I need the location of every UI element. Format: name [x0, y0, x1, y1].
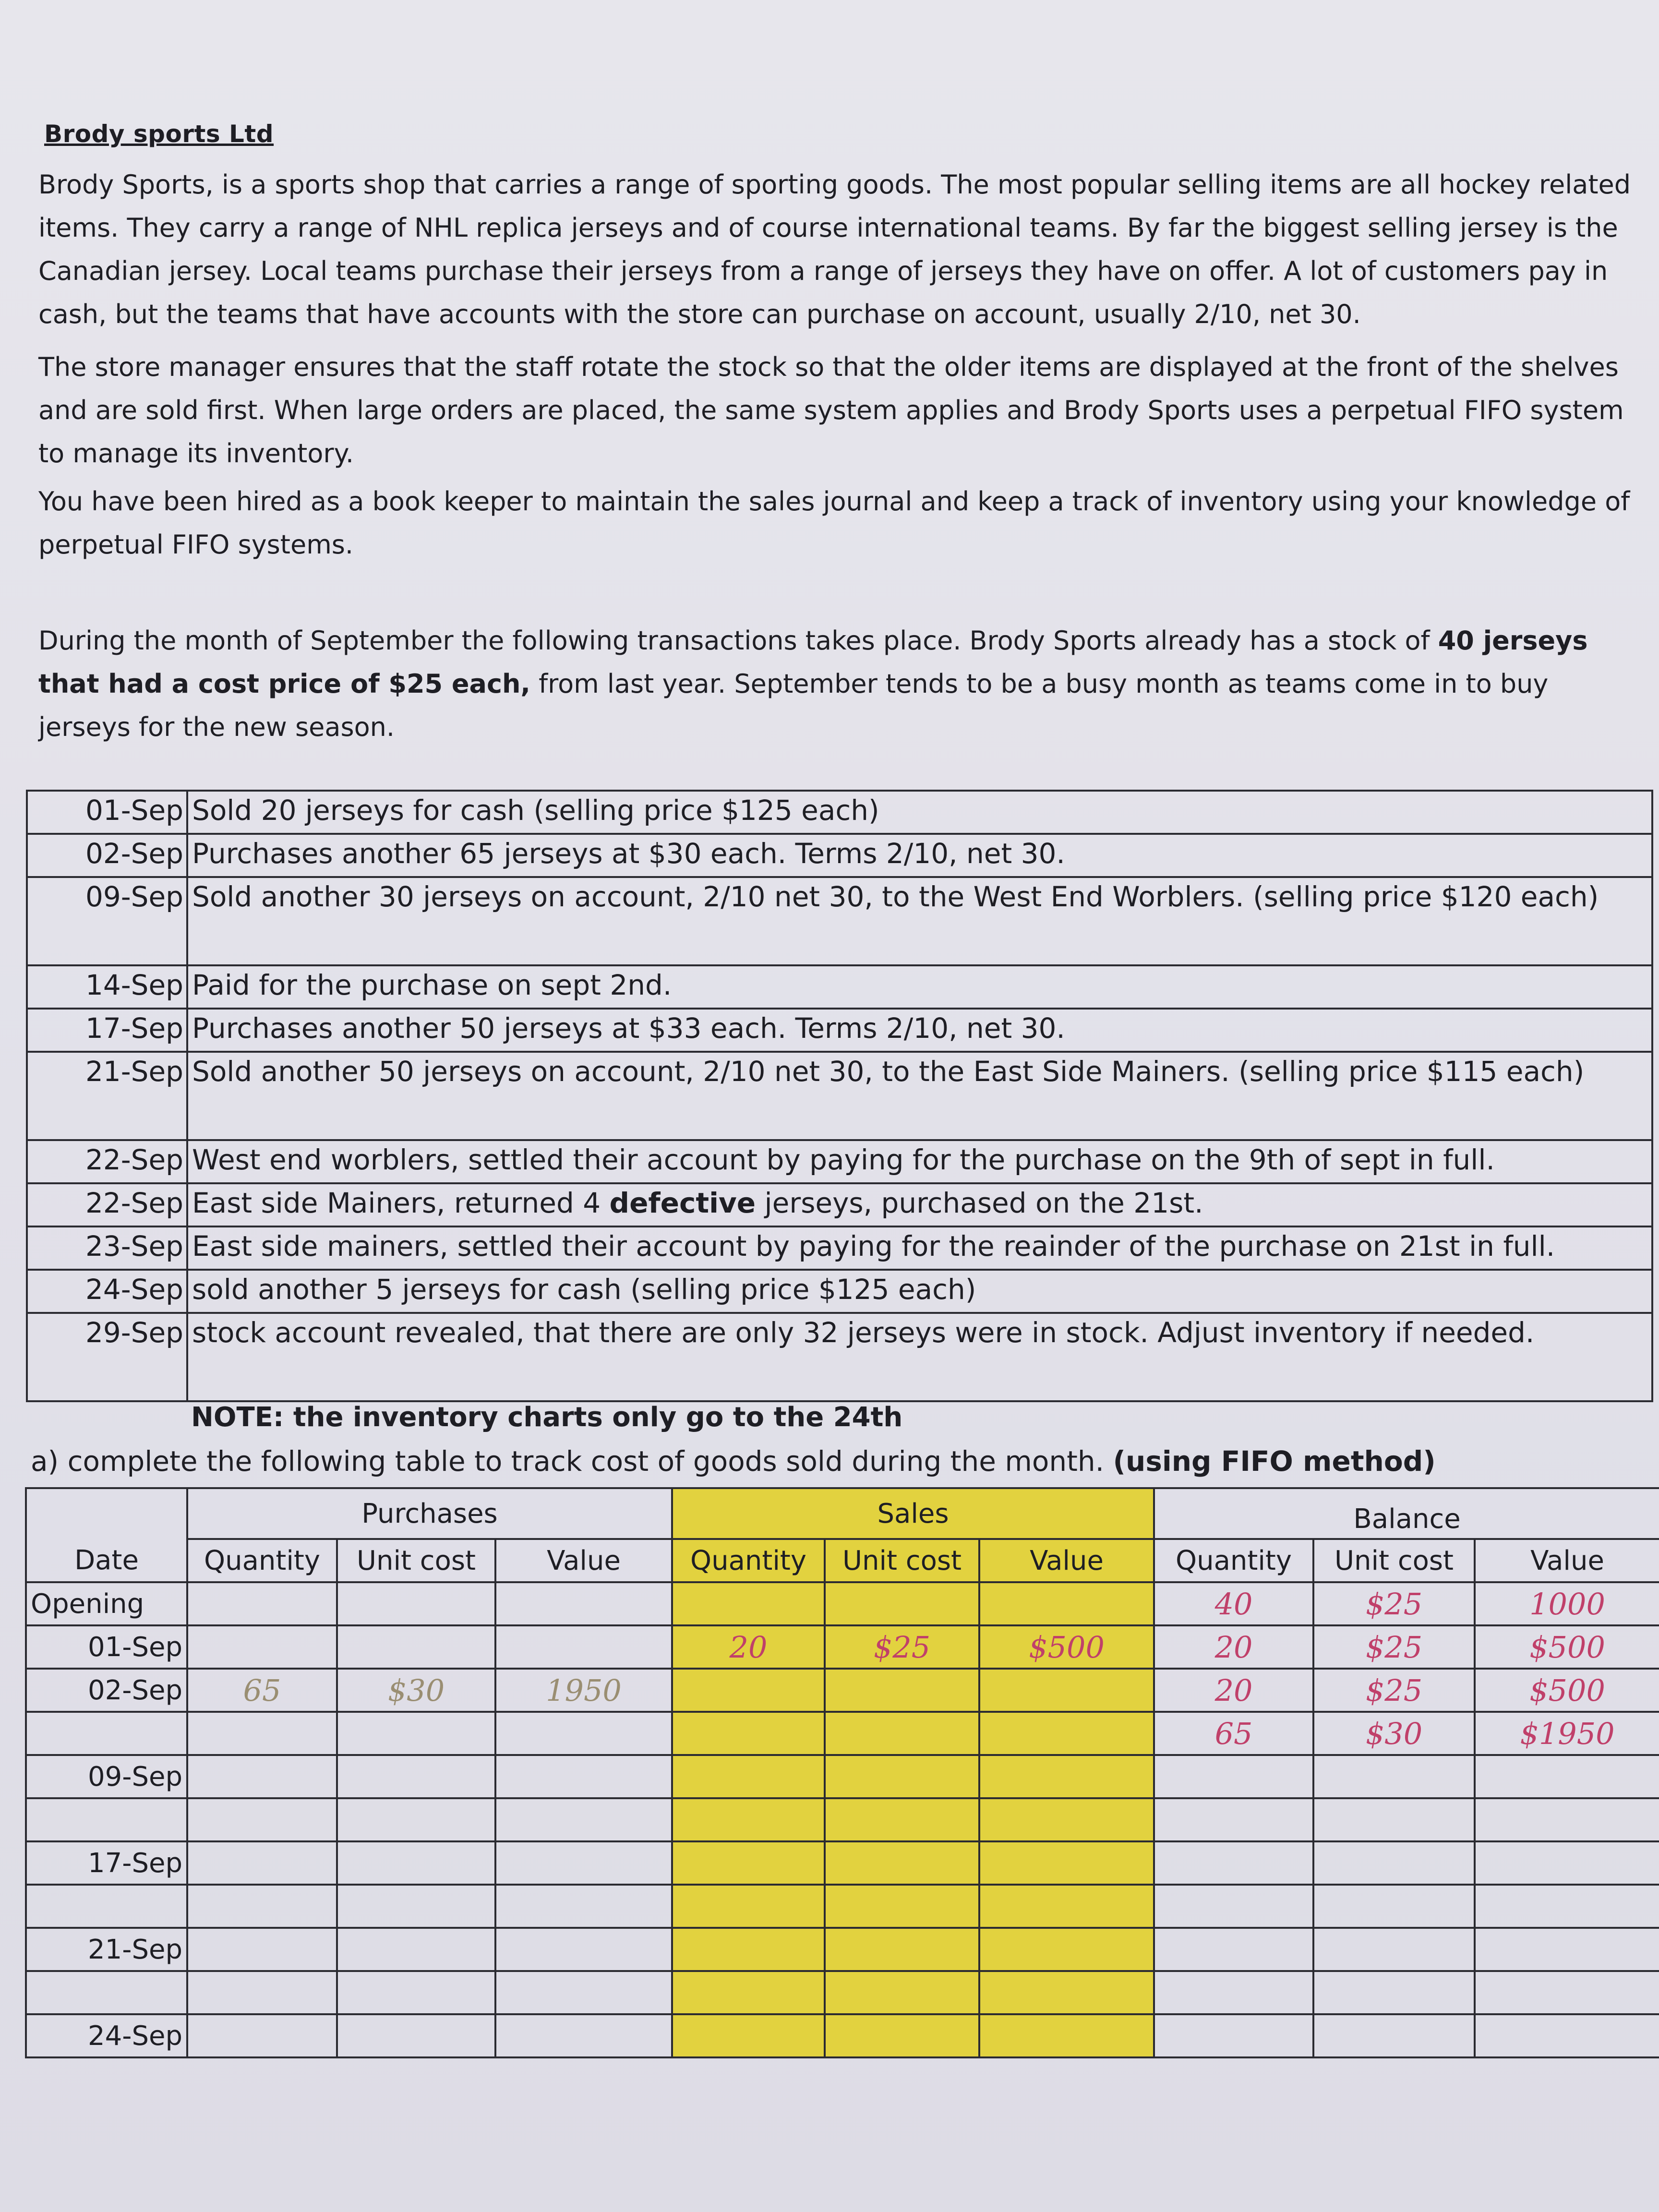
inventory-row	[26, 1798, 1659, 1841]
row-date: 24-Sep	[26, 2014, 187, 2057]
row-date	[26, 1712, 187, 1755]
purchases-quantity-cell[interactable]	[187, 1798, 337, 1841]
purchases-quantity-cell[interactable]	[187, 1841, 337, 1885]
sales-quantity-cell[interactable]	[672, 1582, 825, 1625]
balance-quantity-cell[interactable]: 40	[1154, 1582, 1313, 1625]
sales-quantity-cell[interactable]	[672, 1755, 825, 1798]
inventory-row	[26, 1625, 1659, 1669]
balance-unit-cost-cell[interactable]: $25	[1313, 1625, 1475, 1669]
balance-value-cell[interactable]	[1475, 1755, 1659, 1798]
transaction-date: 24-Sep	[27, 1270, 187, 1313]
sales-unit-cost-cell[interactable]	[825, 2014, 979, 2057]
balance-unit-cost-cell[interactable]	[1313, 2014, 1475, 2057]
transaction-row	[27, 791, 1652, 834]
transaction-row	[27, 1183, 1652, 1226]
purchases-value-cell[interactable]	[495, 2014, 672, 2057]
balance-unit-cost-header: Unit cost	[1313, 1539, 1475, 1582]
inventory-row	[26, 2014, 1659, 2057]
transaction-date: 23-Sep	[27, 1226, 187, 1270]
sales-value-cell[interactable]	[979, 1885, 1154, 1928]
balance-value-cell[interactable]: 1000	[1475, 1582, 1659, 1625]
balance-unit-cost-cell[interactable]	[1313, 1798, 1475, 1841]
balance-quantity-cell[interactable]	[1154, 1928, 1313, 1971]
purchases-quantity-cell[interactable]	[187, 1755, 337, 1798]
inventory-row	[26, 1971, 1659, 2014]
inventory-row	[26, 1712, 1659, 1755]
balance-value-cell[interactable]	[1475, 2014, 1659, 2057]
balance-unit-cost-cell[interactable]	[1313, 1928, 1475, 1971]
purchases-unit-cost-cell[interactable]	[337, 1841, 495, 1885]
intro-paragraph: Brody Sports, is a sports shop that carries a range of sporting goods. The most popular selling items are all hockey related items. They carry a range of NHL replica jerseys and of course international teams. By far the biggest selling jersey is the Canadian jersey. Local teams purchase their jerseys from a range of jerseys they have on offer. A lot of customers pay in cash, but the teams that have accounts with the store can purchase on account, usually 2/10, net 30.	[38, 169, 1631, 329]
transaction-text: sold another 5 jerseys for cash (selling price $125 each)	[187, 1270, 1652, 1313]
transaction-date: 01-Sep	[27, 791, 187, 834]
sales-unit-cost-cell[interactable]	[825, 1885, 979, 1928]
purchases-quantity-cell[interactable]	[187, 2014, 337, 2057]
column-header-row	[26, 1539, 1659, 1582]
sales-value-cell[interactable]	[979, 1928, 1154, 1971]
balance-value-cell[interactable]: $500	[1475, 1669, 1659, 1712]
purchases-quantity-header: Quantity	[187, 1539, 337, 1582]
date-header: Date	[26, 1539, 187, 1582]
purchases-value-cell[interactable]: 1950	[495, 1669, 672, 1712]
sales-value-cell[interactable]	[979, 1841, 1154, 1885]
sales-value-cell[interactable]	[979, 1798, 1154, 1841]
sales-unit-cost-cell[interactable]	[825, 1798, 979, 1841]
sales-unit-cost-cell[interactable]	[825, 1928, 979, 1971]
sales-value-header: Value	[979, 1539, 1154, 1582]
sales-unit-cost-header: Unit cost	[825, 1539, 979, 1582]
balance-quantity-cell[interactable]	[1154, 1841, 1313, 1885]
fifo-inventory-table	[25, 1487, 1659, 2058]
transaction-text: Sold another 30 jerseys on account, 2/10 net 30, to the West End Worblers. (selling price $120 each)	[187, 877, 1652, 965]
transaction-text: Sold 20 jerseys for cash (selling price $125 each)	[187, 791, 1652, 834]
transaction-row	[27, 1226, 1652, 1270]
transaction-text: Paid for the purchase on sept 2nd.	[187, 965, 1652, 1009]
purchases-value-cell[interactable]	[495, 1841, 672, 1885]
sales-quantity-cell[interactable]	[672, 1971, 825, 2014]
balance-unit-cost-cell[interactable]: $25	[1313, 1669, 1475, 1712]
document-title: Brody sports Ltd	[44, 120, 274, 148]
transaction-row	[27, 1140, 1652, 1183]
purchases-unit-cost-cell[interactable]	[337, 2014, 495, 2057]
sales-value-cell[interactable]	[979, 2014, 1154, 2057]
balance-unit-cost-cell[interactable]	[1313, 1885, 1475, 1928]
purchases-value-cell[interactable]	[495, 1755, 672, 1798]
row-date: 02-Sep	[26, 1669, 187, 1712]
purchases-value-cell[interactable]	[495, 1798, 672, 1841]
balance-quantity-cell[interactable]: 65	[1154, 1712, 1313, 1755]
sales-unit-cost-cell[interactable]	[825, 1755, 979, 1798]
row-date: 09-Sep	[26, 1755, 187, 1798]
transaction-row	[27, 1052, 1652, 1140]
balance-value-cell[interactable]	[1475, 1798, 1659, 1841]
transaction-text: East side Mainers, returned 4 defective jerseys, purchased on the 21st.	[187, 1183, 1652, 1226]
balance-quantity-cell[interactable]: 20	[1154, 1669, 1313, 1712]
purchases-unit-cost-cell[interactable]	[337, 1971, 495, 2014]
row-date: 17-Sep	[26, 1841, 187, 1885]
purchases-quantity-cell[interactable]: 65	[187, 1669, 337, 1712]
row-date	[26, 1971, 187, 2014]
sales-unit-cost-cell[interactable]	[825, 1712, 979, 1755]
purchases-unit-cost-cell[interactable]	[337, 1625, 495, 1669]
balance-value-cell[interactable]: $500	[1475, 1625, 1659, 1669]
sales-quantity-header: Quantity	[672, 1539, 825, 1582]
balance-quantity-cell[interactable]	[1154, 1971, 1313, 2014]
sales-quantity-cell[interactable]: 20	[672, 1625, 825, 1669]
purchases-unit-cost-cell[interactable]	[337, 1755, 495, 1798]
transaction-text: Purchases another 65 jerseys at $30 each. Terms 2/10, net 30.	[187, 834, 1652, 877]
sales-unit-cost-cell[interactable]	[825, 1669, 979, 1712]
row-date: 21-Sep	[26, 1928, 187, 1971]
transaction-row	[27, 965, 1652, 1009]
sales-value-cell[interactable]	[979, 1582, 1154, 1625]
balance-quantity-cell[interactable]	[1154, 2014, 1313, 2057]
balance-unit-cost-cell[interactable]: $30	[1313, 1712, 1475, 1755]
balance-value-cell[interactable]	[1475, 1928, 1659, 1971]
sales-group-header: Sales	[672, 1488, 1154, 1539]
transaction-text: West end worblers, settled their account by paying for the purchase on the 9th of sept in full.	[187, 1140, 1652, 1183]
transaction-row	[27, 1270, 1652, 1313]
transaction-text: East side mainers, settled their account by paying for the reainder of the purchase on 21st in full.	[187, 1226, 1652, 1270]
purchases-value-header: Value	[495, 1539, 672, 1582]
purchases-value-cell[interactable]	[495, 1928, 672, 1971]
sales-unit-cost-cell[interactable]	[825, 1582, 979, 1625]
balance-group-header: Balance	[1154, 1488, 1659, 1539]
transaction-row	[27, 1313, 1652, 1401]
purchases-value-cell[interactable]	[495, 1582, 672, 1625]
balance-value-cell[interactable]	[1475, 1841, 1659, 1885]
balance-value-header: Value	[1475, 1539, 1659, 1582]
purchases-unit-cost-cell[interactable]	[337, 1582, 495, 1625]
balance-quantity-cell[interactable]: 20	[1154, 1625, 1313, 1669]
sales-quantity-cell[interactable]	[672, 1798, 825, 1841]
transaction-date: 17-Sep	[27, 1009, 187, 1052]
transaction-date: 21-Sep	[27, 1052, 187, 1140]
purchases-unit-cost-cell[interactable]: $30	[337, 1669, 495, 1712]
sales-unit-cost-cell[interactable]	[825, 1971, 979, 2014]
inventory-row	[26, 1928, 1659, 1971]
inventory-row	[26, 1885, 1659, 1928]
purchases-group-header: Purchases	[187, 1488, 672, 1539]
purchases-value-cell[interactable]	[495, 1712, 672, 1755]
purchases-value-cell[interactable]	[495, 1625, 672, 1669]
purchases-unit-cost-header: Unit cost	[337, 1539, 495, 1582]
purchases-unit-cost-cell[interactable]	[337, 1798, 495, 1841]
fifo-paragraph: The store manager ensures that the staff rotate the stock so that the older items are displayed at the front of the shelves and are sold first. When large orders are placed, the same system applies and Brody Sports uses a perpetual FIFO system to manage its inventory.	[38, 352, 1624, 469]
balance-value-cell[interactable]	[1475, 1885, 1659, 1928]
purchases-value-cell[interactable]	[495, 1971, 672, 2014]
row-date: 01-Sep	[26, 1625, 187, 1669]
group-header-row	[26, 1488, 1659, 1539]
sales-quantity-cell[interactable]	[672, 2014, 825, 2057]
purchases-quantity-cell[interactable]	[187, 1971, 337, 2014]
row-date	[26, 1885, 187, 1928]
transaction-text: Sold another 50 jerseys on account, 2/10 net 30, to the East Side Mainers. (selling price $115 each)	[187, 1052, 1652, 1140]
sales-quantity-cell[interactable]	[672, 1669, 825, 1712]
sales-quantity-cell[interactable]	[672, 1885, 825, 1928]
inventory-row	[26, 1582, 1659, 1625]
sales-quantity-cell[interactable]	[672, 1712, 825, 1755]
purchases-quantity-cell[interactable]	[187, 1625, 337, 1669]
sales-value-cell[interactable]	[979, 1669, 1154, 1712]
row-date	[26, 1798, 187, 1841]
row-date: Opening	[26, 1582, 187, 1625]
balance-value-cell[interactable]	[1475, 1971, 1659, 2014]
purchases-unit-cost-cell[interactable]	[337, 1885, 495, 1928]
inventory-note: NOTE: the inventory charts only go to the 24th	[191, 1402, 903, 1433]
balance-unit-cost-cell[interactable]	[1313, 1841, 1475, 1885]
transaction-date: 14-Sep	[27, 965, 187, 1009]
purchases-value-cell[interactable]	[495, 1885, 672, 1928]
inventory-row	[26, 1755, 1659, 1798]
transaction-row	[27, 1009, 1652, 1052]
sales-value-cell[interactable]	[979, 1755, 1154, 1798]
balance-quantity-cell[interactable]	[1154, 1755, 1313, 1798]
transaction-text: Purchases another 50 jerseys at $33 each. Terms 2/10, net 30.	[187, 1009, 1652, 1052]
balance-unit-cost-cell[interactable]	[1313, 1755, 1475, 1798]
balance-unit-cost-cell[interactable]: $25	[1313, 1582, 1475, 1625]
purchases-quantity-cell[interactable]	[187, 1928, 337, 1971]
balance-unit-cost-cell[interactable]	[1313, 1971, 1475, 2014]
transaction-text: stock account revealed, that there are only 32 jerseys were in stock. Adjust inventory if needed.	[187, 1313, 1652, 1401]
purchases-quantity-cell[interactable]	[187, 1582, 337, 1625]
transaction-date: 02-Sep	[27, 834, 187, 877]
purchases-unit-cost-cell[interactable]	[337, 1712, 495, 1755]
question-a: a) complete the following table to track cost of goods sold during the month. (using FIFO method)	[31, 1445, 1436, 1478]
bookkeeper-paragraph: You have been hired as a book keeper to maintain the sales journal and keep a track of inventory using your knowledge of perpetual FIFO systems.	[38, 486, 1630, 560]
purchases-quantity-cell[interactable]	[187, 1885, 337, 1928]
sales-value-cell[interactable]: $500	[979, 1625, 1154, 1669]
blank-header-cell	[26, 1488, 187, 1539]
transaction-row	[27, 834, 1652, 877]
transaction-row	[27, 877, 1652, 965]
purchases-quantity-cell[interactable]	[187, 1712, 337, 1755]
purchases-unit-cost-cell[interactable]	[337, 1928, 495, 1971]
sales-unit-cost-cell[interactable]	[825, 1841, 979, 1885]
sales-value-cell[interactable]	[979, 1712, 1154, 1755]
sales-quantity-cell[interactable]	[672, 1928, 825, 1971]
balance-quantity-cell[interactable]	[1154, 1885, 1313, 1928]
transaction-date: 22-Sep	[27, 1140, 187, 1183]
sales-value-cell[interactable]	[979, 1971, 1154, 2014]
transaction-date: 29-Sep	[27, 1313, 187, 1401]
sales-unit-cost-cell[interactable]: $25	[825, 1625, 979, 1669]
sales-quantity-cell[interactable]	[672, 1841, 825, 1885]
balance-quantity-header: Quantity	[1154, 1539, 1313, 1582]
balance-value-cell[interactable]: $1950	[1475, 1712, 1659, 1755]
transaction-date: 09-Sep	[27, 877, 187, 965]
september-paragraph: During the month of September the following transactions takes place. Brody Sports already has a stock of 40 jerseys that had a cost price of $25 each, from last year. September tends to be a busy month as teams come in to buy jerseys for the new season.	[38, 625, 1588, 742]
inventory-row	[26, 1669, 1659, 1712]
transaction-date: 22-Sep	[27, 1183, 187, 1226]
inventory-row	[26, 1841, 1659, 1885]
balance-quantity-cell[interactable]	[1154, 1798, 1313, 1841]
transactions-table	[26, 790, 1653, 1402]
